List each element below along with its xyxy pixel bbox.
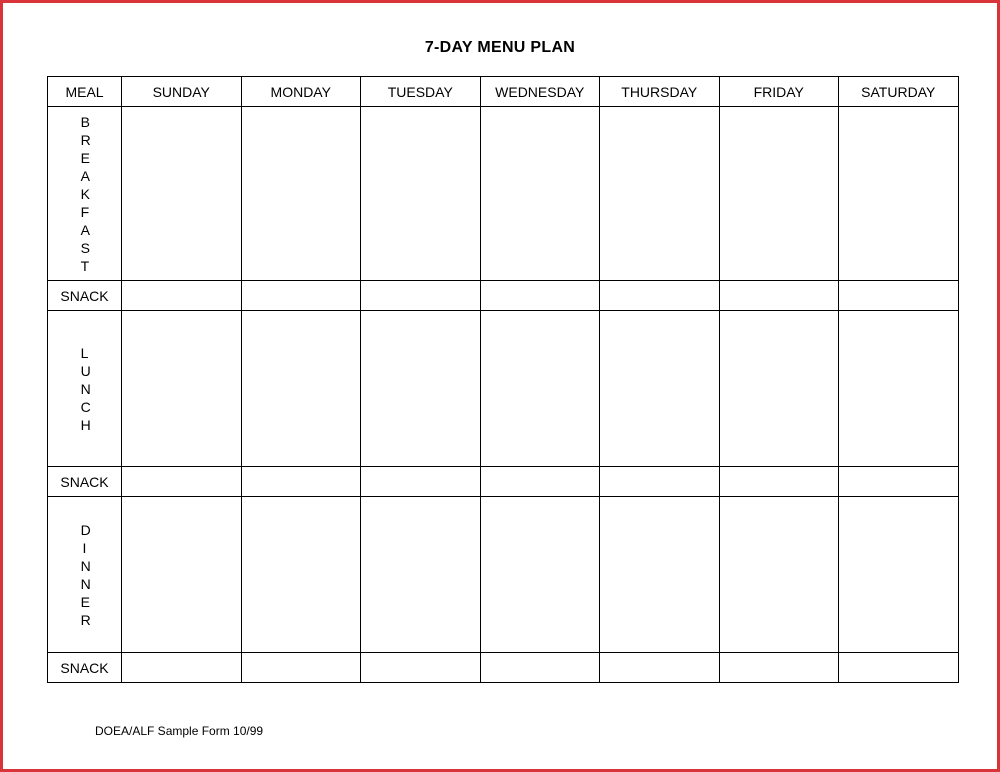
column-header-saturday: SATURDAY (839, 77, 959, 107)
form-footer: DOEA/ALF Sample Form 10/99 (95, 724, 264, 738)
dinner-cell-thursday[interactable] (600, 497, 720, 653)
row-label-dinner: DINNER (48, 497, 122, 653)
lunch-row (48, 311, 959, 467)
column-header-monday: MONDAY (241, 77, 361, 107)
column-header-thursday: THURSDAY (600, 77, 720, 107)
lunch-cell-saturday[interactable] (839, 311, 959, 467)
row-label-snack: SNACK (48, 281, 122, 311)
morning-snack-cell-monday[interactable] (241, 281, 361, 311)
evening-snack-cell-friday[interactable] (719, 653, 839, 683)
dinner-cell-monday[interactable] (241, 497, 361, 653)
lunch-cell-monday[interactable] (241, 311, 361, 467)
afternoon-snack-row (48, 467, 959, 497)
dinner-cell-tuesday[interactable] (361, 497, 481, 653)
menu-plan-table (47, 76, 959, 683)
morning-snack-cell-saturday[interactable] (839, 281, 959, 311)
dinner-cell-wednesday[interactable] (480, 497, 600, 653)
lunch-cell-friday[interactable] (719, 311, 839, 467)
evening-snack-cell-tuesday[interactable] (361, 653, 481, 683)
afternoon-snack-cell-thursday[interactable] (600, 467, 720, 497)
form-title: 7-DAY MENU PLAN (424, 39, 576, 56)
breakfast-cell-wednesday[interactable] (480, 107, 600, 281)
lunch-cell-wednesday[interactable] (480, 311, 600, 467)
morning-snack-cell-sunday[interactable] (122, 281, 242, 311)
evening-snack-cell-wednesday[interactable] (480, 653, 600, 683)
lunch-cell-sunday[interactable] (122, 311, 242, 467)
row-label-breakfast: BREAKFAST (48, 107, 122, 281)
row-label-snack: SNACK (48, 467, 122, 497)
column-header-meal: MEAL (48, 77, 122, 107)
evening-snack-cell-sunday[interactable] (122, 653, 242, 683)
afternoon-snack-cell-friday[interactable] (719, 467, 839, 497)
breakfast-cell-sunday[interactable] (122, 107, 242, 281)
dinner-cell-saturday[interactable] (839, 497, 959, 653)
morning-snack-cell-friday[interactable] (719, 281, 839, 311)
dinner-cell-sunday[interactable] (122, 497, 242, 653)
row-label-snack: SNACK (48, 653, 122, 683)
morning-snack-row (48, 281, 959, 311)
breakfast-cell-monday[interactable] (241, 107, 361, 281)
morning-snack-cell-wednesday[interactable] (480, 281, 600, 311)
evening-snack-row (48, 653, 959, 683)
breakfast-cell-friday[interactable] (719, 107, 839, 281)
breakfast-cell-saturday[interactable] (839, 107, 959, 281)
row-label-lunch: LUNCH (48, 311, 122, 467)
table-header-row (48, 77, 959, 107)
afternoon-snack-cell-sunday[interactable] (122, 467, 242, 497)
afternoon-snack-cell-tuesday[interactable] (361, 467, 481, 497)
column-header-friday: FRIDAY (719, 77, 839, 107)
breakfast-cell-thursday[interactable] (600, 107, 720, 281)
afternoon-snack-cell-wednesday[interactable] (480, 467, 600, 497)
afternoon-snack-cell-monday[interactable] (241, 467, 361, 497)
lunch-cell-thursday[interactable] (600, 311, 720, 467)
afternoon-snack-cell-saturday[interactable] (839, 467, 959, 497)
column-header-wednesday: WEDNESDAY (480, 77, 600, 107)
breakfast-cell-tuesday[interactable] (361, 107, 481, 281)
lunch-cell-tuesday[interactable] (361, 311, 481, 467)
breakfast-row (48, 107, 959, 281)
evening-snack-cell-saturday[interactable] (839, 653, 959, 683)
column-header-sunday: SUNDAY (122, 77, 242, 107)
morning-snack-cell-thursday[interactable] (600, 281, 720, 311)
dinner-cell-friday[interactable] (719, 497, 839, 653)
dinner-row (48, 497, 959, 653)
evening-snack-cell-thursday[interactable] (600, 653, 720, 683)
evening-snack-cell-monday[interactable] (241, 653, 361, 683)
morning-snack-cell-tuesday[interactable] (361, 281, 481, 311)
column-header-tuesday: TUESDAY (361, 77, 481, 107)
